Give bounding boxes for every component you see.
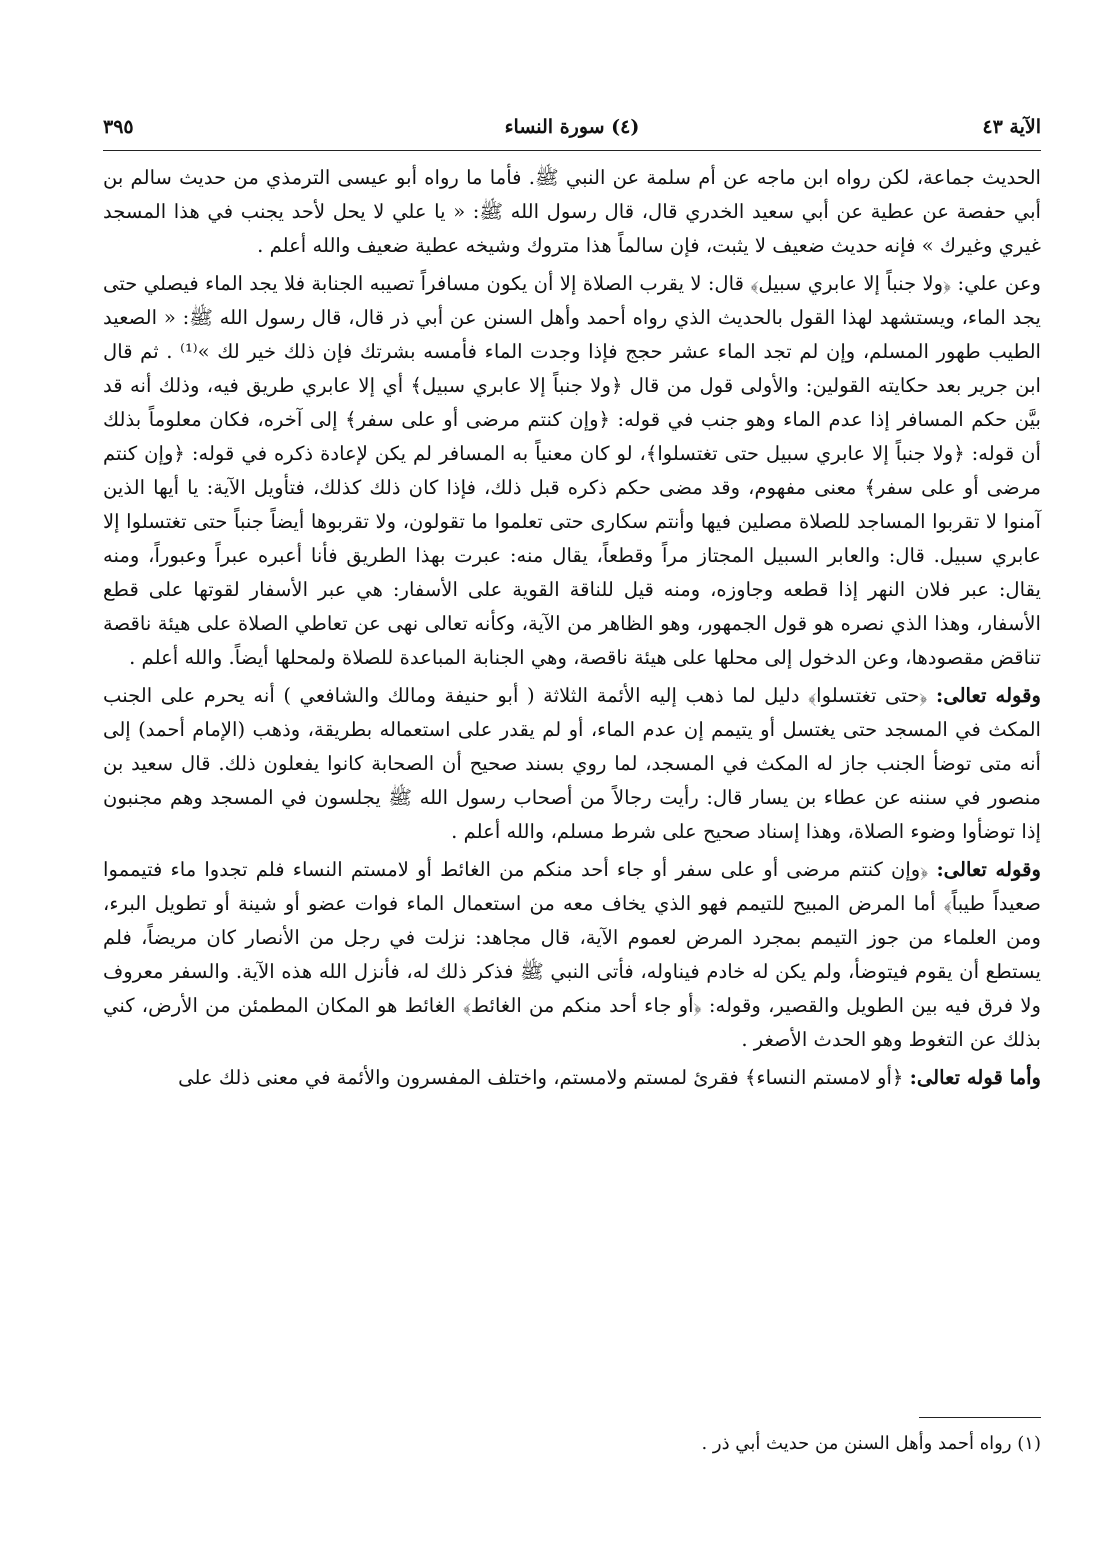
surah-title: (٤) سورة النساء	[504, 116, 640, 138]
paragraph-1	[103, 161, 1041, 263]
paragraph-text: وعن علي: ﴿ولا جنباً إلا عابري سبيل﴾ قال: لا يقرب الصلاة إلا أن يكون مسافراً تصيبه الجنابة فلا يجد الماء فيصلي حتى يجد الماء، ويستشهد لهذا القول بالحديث الذي رواه أحمد وأهل السنن عن أبي ذر قال، قال رسول الله ﷺ: « الصعيد الطيب طهور المسلم، وإن لم تجد الماء عشر حجج فإذا وجدت الماء فأمسه بشرتك فإن ذلك خير لك »⁽¹⁾ . ثم قال ابن جرير بعد حكايته القولين: والأولى قول من قال ﴿ولا جنباً إلا عابري سبيل﴾ أي إلا عابري طريق فيه، وذلك أنه قد بيَّن حكم المسافر إذا عدم الماء وهو جنب في قوله: ﴿وإن كنتم مرضى أو على سفر﴾ إلى آخره، فكان معلوماً بذلك أن قوله: ﴿ولا جنباً إلا عابري سبيل حتى تغتسلوا﴾، لو كان معنياً به المسافر لم يكن لإعادة ذكره في قوله: ﴿وإن كنتم مرضى أو على سفر﴾ معنى مفهوم، وقد مضى حكم ذكره قبل ذلك، فإذا كان ذلك كذلك، فتأويل الآية: يا أيها الذين آمنوا لا تقربوا المساجد للصلاة مصلين فيها وأنتم سكارى حتى تعلموا ما تقولون، ولا تقربوها أيضاً جنباً حتى تغتسلوا إلا عابري سبيل. قال: والعابر السبيل المجتاز مراً وقطعاً، يقال منه: عبرت بهذا الطريق فأنا أعبره عبراً وعبوراً، ومنه يقال: عبر فلان النهر إذا قطعه وجاوزه، ومنه قيل للناقة القوية على الأسفار: هي عبر الأسفار لقوتها على قطع الأسفار، وهذا الذي نصره هو قول الجمهور، وهو الظاهر من الآية، وكأنه تعالى نهى عن تعاطي الصلاة على هيئة ناقصة تناقض مقصودها، وعن الدخول إلى محلها على هيئة ناقصة، وهي الجنابة المباعدة للصلاة ولمحلها أيضاً. والله أعلم .	[103, 272, 1042, 669]
paragraph-lead: وقوله تعالى:	[936, 684, 1041, 707]
paragraph-text: ﴿حتى تغتسلوا﴾ دليل لما ذهب إليه الأئمة الثلاثة ( أبو حنيفة ومالك والشافعي ) أنه يحرم على الجنب المكث في المسجد حتى يغتسل أو يتيمم إن عدم الماء، أو لم يقدر على استعماله بطريقة، وذهب (الإمام أحمد) إلى أنه متى توضأ الجنب جاز له المكث في المسجد، لما روي بسند صحيح أن الصحابة كانوا يفعلون ذلك. قال سعيد بن منصور في سننه عن عطاء بن يسار قال: رأيت رجالاً من أصحاب رسول الله ﷺ يجلسون في المسجد وهم مجنبون إذا توضأوا وضوء الصلاة، وهذا إسناد صحيح على شرط مسلم، والله أعلم .	[103, 684, 1041, 843]
paragraph-4	[103, 853, 1041, 1057]
paragraph-lead: وأما قوله تعالى:	[909, 1066, 1041, 1089]
paragraph-text: الحديث جماعة، لكن رواه ابن ماجه عن أم سلمة عن النبي ﷺ. فأما ما رواه أبو عيسى الترمذي من حديث سالم بن أبي حفصة عن عطية عن أبي سعيد الخدري قال، قال رسول الله ﷺ: « يا علي لا يحل لأحد يجنب في هذا المسجد غيري وغيرك » فإنه حديث ضعيف لا يثبت، فإن سالماً هذا متروك وشيخه عطية ضعيف والله أعلم .	[103, 166, 1041, 257]
footnote-divider	[919, 1417, 1041, 1418]
paragraph-lead: وقوله تعالى:	[936, 858, 1041, 881]
paragraph-3	[103, 679, 1041, 849]
paragraph-2	[103, 267, 1041, 675]
footnote: (١) رواه أحمد وأهل السنن من حديث أبي ذر .	[701, 1433, 1041, 1454]
paragraph-text: ﴿وإن كنتم مرضى أو على سفر أو جاء أحد منكم من الغائط أو لامستم النساء فلم تجدوا ماء فتيمموا صعيداً طيباً﴾ أما المرض المبيح للتيمم فهو الذي يخاف معه من استعمال الماء فوات عضو أو شينة أو تطويل البرء، ومن العلماء من جوز التيمم بمجرد المرض لعموم الآية، قال مجاهد: نزلت في رجل من الأنصار كان مريضاً، فلم يستطع أن يقوم فيتوضأ، ولم يكن له خادم فيناوله، فأتى النبي ﷺ فذكر ذلك له، فأنزل الله هذه الآية. والسفر معروف ولا فرق فيه بين الطويل والقصير، وقوله: ﴿أو جاء أحد منكم من الغائط﴾ الغائط هو المكان المطمئن من الأرض، كني بذلك عن التغوط وهو الحدث الأصغر .	[103, 858, 1042, 1051]
book-page	[103, 112, 1041, 1492]
paragraph-5	[103, 1061, 1041, 1095]
page-header	[103, 112, 1041, 151]
paragraph-text: ﴿أو لامستم النساء﴾ فقرئ لمستم ولامستم، واختلف المفسرون والأئمة في معنى ذلك على	[178, 1066, 904, 1089]
page-number: ٣٩٥	[103, 116, 134, 138]
verse-label: الآية ٤٣	[982, 116, 1041, 138]
page-body	[103, 161, 1041, 1095]
